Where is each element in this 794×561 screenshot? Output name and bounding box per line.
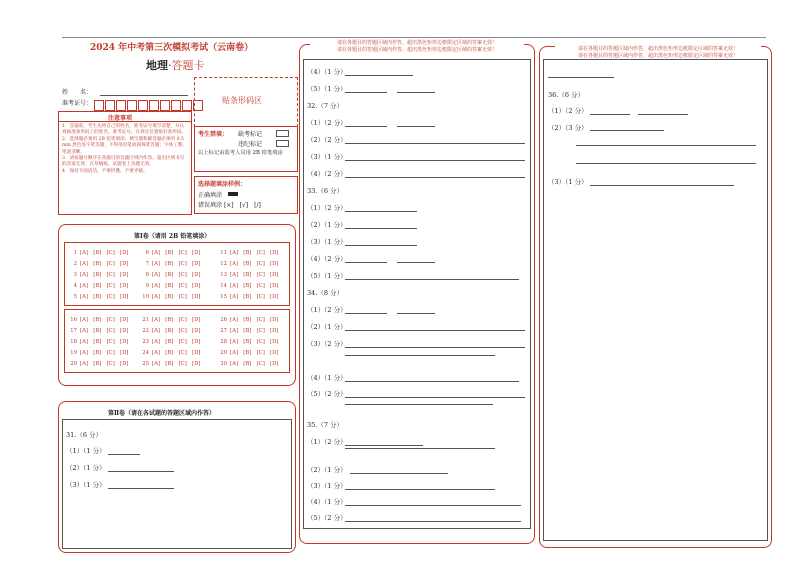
q31-part1-label: （1）（1 分） bbox=[66, 447, 106, 455]
mc-question-number: 13 bbox=[220, 272, 227, 278]
notes-title: 注意事项 bbox=[108, 115, 133, 122]
mc-question-row[interactable] bbox=[218, 248, 278, 256]
answer-line[interactable] bbox=[397, 92, 435, 93]
mc-question-number: 18 bbox=[70, 339, 77, 345]
answer-line[interactable] bbox=[397, 313, 435, 314]
mc-options[interactable]: [A] [B] [C] [D] bbox=[152, 283, 201, 289]
mc-question-row[interactable] bbox=[68, 315, 128, 323]
mc-question-number: 17 bbox=[70, 328, 77, 334]
mc-question-row[interactable] bbox=[218, 281, 278, 289]
q31-part1-line[interactable] bbox=[108, 454, 140, 455]
note-item: 2．选择题必须用 2B 铅笔填涂；填空题和解答题必须用 0.5 mm 黑色签字笔答题，不得用铅笔或圆珠笔答题；字体工整、笔迹清晰。 bbox=[62, 136, 188, 155]
q35-part-label: （5）（2 分） bbox=[307, 514, 347, 522]
mc-question-row[interactable] bbox=[68, 259, 128, 267]
q36-part2-line3[interactable] bbox=[576, 163, 756, 164]
q35-part-label: （2）（1 分） bbox=[307, 466, 347, 474]
mc-question-number: 2 bbox=[73, 261, 77, 267]
answer-line[interactable] bbox=[345, 211, 417, 212]
mc-question-number: 28 bbox=[220, 339, 227, 345]
answer-line[interactable] bbox=[345, 245, 417, 246]
mc-question-number: 10 bbox=[142, 294, 149, 300]
subject-dot: · bbox=[168, 59, 172, 72]
mc-question-number: 8 bbox=[145, 272, 149, 278]
part1-title: 第Ⅰ卷（请用 2B 铅笔填涂） bbox=[134, 233, 211, 240]
q32-part-label: （1）（2 分） bbox=[307, 119, 347, 127]
mc-question-number: 7 bbox=[145, 261, 149, 267]
q31-part3-line[interactable] bbox=[108, 488, 174, 489]
mc-question-row[interactable] bbox=[218, 292, 278, 300]
id-label: 准考证号： bbox=[62, 100, 93, 107]
mc-question-number: 4 bbox=[73, 283, 77, 289]
q33-part-label: （2）（1 分） bbox=[307, 221, 347, 229]
mc-question-number: 5 bbox=[73, 294, 77, 300]
answer-line[interactable] bbox=[345, 397, 525, 398]
answer-line[interactable] bbox=[345, 505, 521, 506]
mc-question-number: 14 bbox=[220, 283, 227, 289]
mc-question-row[interactable] bbox=[140, 315, 200, 323]
mc-options[interactable]: [A] [B] [C] [D] bbox=[80, 261, 129, 267]
q31-part2-line[interactable] bbox=[108, 471, 174, 472]
mc-question-row[interactable] bbox=[68, 337, 128, 345]
q35-part-label: （3）（1 分） bbox=[307, 482, 347, 490]
q32-title: 32.（7 分） bbox=[307, 102, 344, 110]
warning-line: 请在各题目的答题区域内作答，超出黑色矩形边框限定区域的答案无效！ bbox=[336, 40, 497, 46]
mc-question-number: 30 bbox=[220, 361, 227, 367]
mc-options[interactable]: [A] [B] [C] [D] bbox=[152, 328, 201, 334]
mc-options[interactable]: [A] [B] [C] [D] bbox=[230, 317, 279, 323]
answer-line[interactable] bbox=[345, 143, 525, 144]
mc-question-row[interactable] bbox=[68, 359, 128, 367]
mc-options[interactable]: [A] [B] [C] [D] bbox=[80, 283, 129, 289]
mc-options[interactable]: [A] [B] [C] [D] bbox=[152, 250, 201, 256]
mc-question-row[interactable] bbox=[140, 248, 200, 256]
mc-question-row[interactable] bbox=[140, 359, 200, 367]
mc-question-row[interactable] bbox=[140, 281, 200, 289]
mc-question-row[interactable] bbox=[68, 348, 128, 356]
mc-options[interactable]: [A] [B] [C] [D] bbox=[230, 350, 279, 356]
mc-options[interactable]: [A] [B] [C] [D] bbox=[152, 339, 201, 345]
q34-part-label: （2）（1 分） bbox=[307, 323, 347, 331]
answer-line[interactable] bbox=[345, 262, 387, 263]
answer-line[interactable] bbox=[350, 473, 448, 474]
mc-question-number: 24 bbox=[142, 350, 149, 356]
answer-line[interactable] bbox=[345, 489, 495, 490]
mc-options[interactable]: [A] [B] [C] [D] bbox=[152, 294, 201, 300]
mc-question-row[interactable] bbox=[218, 270, 278, 278]
wrong-fill-marks: [×] [√] [/] bbox=[223, 202, 261, 209]
q31-part5-label: （5）（1 分） bbox=[307, 85, 347, 93]
mc-question-number: 21 bbox=[142, 317, 149, 323]
mc-question-row[interactable] bbox=[140, 292, 200, 300]
q34-part-label: （1）（2 分） bbox=[307, 306, 347, 314]
answer-line[interactable] bbox=[345, 404, 493, 405]
q36-part2-line[interactable] bbox=[590, 130, 664, 131]
answer-line[interactable] bbox=[345, 313, 387, 314]
answer-line[interactable] bbox=[397, 262, 435, 263]
mc-question-number: 6 bbox=[145, 250, 149, 256]
mc-question-row[interactable] bbox=[140, 326, 200, 334]
wrong-fill-label bbox=[198, 200, 261, 209]
mc-question-row[interactable] bbox=[68, 270, 128, 278]
mc-question-row[interactable] bbox=[218, 337, 278, 345]
note-item: 1．答题前，考生先将自己的姓名，准考证号填写清楚，并认真核准条形码上的姓名、准考证号，在规定位置贴好条形码。 bbox=[62, 124, 187, 136]
mc-options[interactable]: [A] [B] [C] [D] bbox=[230, 361, 279, 367]
col2-warning bbox=[310, 40, 524, 54]
mc-question-number: 26 bbox=[220, 317, 227, 323]
col3-warning bbox=[555, 46, 761, 60]
mc-question-row[interactable] bbox=[140, 259, 200, 267]
q36-part3-label: （3）（1 分） bbox=[548, 178, 588, 186]
q31-part3-label: （3）（1 分） bbox=[66, 481, 106, 489]
q35-part-label: （4）（1 分） bbox=[307, 498, 347, 506]
mc-options[interactable]: [A] [B] [C] [D] bbox=[230, 294, 279, 300]
mc-options[interactable]: [A] [B] [C] [D] bbox=[152, 350, 201, 356]
q34-title: 34.（8 分） bbox=[307, 289, 344, 297]
mc-question-number: 9 bbox=[145, 283, 149, 289]
warning-line: 请在各题目的答题区域内作答，超出黑色矩形边框限定区域的答案无效！ bbox=[577, 46, 738, 52]
mc-question-number: 20 bbox=[70, 361, 77, 367]
q31-title: 31.（6 分） bbox=[66, 431, 103, 439]
mc-question-row[interactable] bbox=[218, 326, 278, 334]
answer-line[interactable] bbox=[345, 75, 413, 76]
mc-question-number: 3 bbox=[73, 272, 77, 278]
notes-list bbox=[62, 124, 188, 175]
q33-title: 33.（6 分） bbox=[307, 187, 344, 195]
q35-part-label: （1）（2 分） bbox=[307, 438, 347, 446]
mc-options[interactable]: [A] [B] [C] [D] bbox=[152, 261, 201, 267]
correct-fill-sample bbox=[228, 192, 238, 196]
q32-part-label: （3）（1 分） bbox=[307, 153, 347, 161]
mc-question-number: 27 bbox=[220, 328, 227, 334]
exam-status-note: 以上标记由监考人员用 2B 铅笔填涂 bbox=[198, 150, 283, 156]
q33-part-label: （4）（2 分） bbox=[307, 255, 347, 263]
mc-question-number: 23 bbox=[142, 339, 149, 345]
q33-part-label: （5）（1 分） bbox=[307, 272, 347, 280]
answer-line[interactable] bbox=[345, 445, 423, 446]
q33-part-label: （3）（1 分） bbox=[307, 238, 347, 246]
answer-line[interactable] bbox=[345, 381, 519, 382]
q31-part4-label: （4）（1 分） bbox=[307, 68, 347, 76]
answer-line[interactable] bbox=[345, 347, 525, 348]
mc-options[interactable]: [A] [B] [C] [D] bbox=[80, 339, 129, 345]
mc-question-number: 15 bbox=[220, 294, 227, 300]
card-title: 答题卡 bbox=[171, 59, 205, 72]
mc-question-row[interactable] bbox=[218, 348, 278, 356]
mc-options[interactable]: [A] [B] [C] [D] bbox=[152, 361, 201, 367]
q34-part-label: （3）（2 分） bbox=[307, 340, 347, 348]
mc-options[interactable]: [A] [B] [C] [D] bbox=[80, 250, 129, 256]
mc-question-row[interactable] bbox=[68, 326, 128, 334]
note-item: 3．请按题号顺序在各题目的答题区域内作答，超出区域书写的答案无效；在草稿纸、试题卷上答题无效。 bbox=[62, 156, 185, 168]
subject-name: 地理 bbox=[146, 59, 168, 72]
mc-question-row[interactable] bbox=[140, 348, 200, 356]
mc-options[interactable]: [A] [B] [C] [D] bbox=[230, 339, 279, 345]
mc-options[interactable]: [A] [B] [C] [D] bbox=[80, 350, 129, 356]
mc-question-row[interactable] bbox=[140, 337, 200, 345]
answer-line[interactable] bbox=[345, 228, 417, 229]
correct-fill-label: 正确填涂 bbox=[198, 192, 223, 199]
answer-line[interactable] bbox=[345, 330, 525, 331]
mc-question-row[interactable] bbox=[68, 248, 128, 256]
exam-title: 2024 年中考第三次模拟考试（云南卷） bbox=[90, 43, 254, 53]
name-label: 姓 名： bbox=[62, 89, 93, 96]
mc-options[interactable]: [A] [B] [C] [D] bbox=[230, 328, 279, 334]
mc-question-row[interactable] bbox=[140, 270, 200, 278]
q36-part2-label: （2）（3 分） bbox=[548, 124, 588, 132]
answer-line[interactable] bbox=[345, 92, 387, 93]
note-item: 4．保持卡面清洁，不要折叠、不要弄破。 bbox=[62, 168, 148, 174]
exam-status-label: 考生禁填： bbox=[198, 131, 229, 138]
absent-mark-box[interactable] bbox=[276, 130, 289, 137]
mc-question-number: 16 bbox=[70, 317, 77, 323]
q36-part1-label: （1）（2 分） bbox=[548, 107, 588, 115]
mc-question-row[interactable] bbox=[218, 315, 278, 323]
mc-question-number: 11 bbox=[220, 250, 227, 256]
mc-options[interactable]: [A] [B] [C] [D] bbox=[230, 272, 279, 278]
mc-question-row[interactable] bbox=[218, 359, 278, 367]
warning-line: 请在各题目的答题区域内作答，超出黑色矩形边框限定区域的答案无效！ bbox=[336, 47, 497, 53]
q36-part2-line2[interactable] bbox=[576, 145, 756, 146]
answer-line[interactable] bbox=[345, 355, 495, 356]
answer-line[interactable] bbox=[345, 177, 525, 178]
mc-options[interactable]: [A] [B] [C] [D] bbox=[80, 317, 129, 323]
subject-line bbox=[146, 57, 205, 73]
answer-line[interactable] bbox=[345, 160, 525, 161]
mc-question-number: 22 bbox=[142, 328, 149, 334]
part2-title: 第Ⅱ卷（请在各试题的答题区域内作答） bbox=[108, 410, 216, 417]
mc-options[interactable]: [A] [B] [C] [D] bbox=[80, 328, 129, 334]
absent-label: 缺考标记 bbox=[238, 131, 263, 138]
q32-part-label: （2）（2 分） bbox=[307, 136, 347, 144]
answer-line[interactable] bbox=[397, 126, 435, 127]
answer-line[interactable] bbox=[345, 279, 519, 280]
q36-part1-line[interactable] bbox=[590, 114, 630, 115]
mc-question-row[interactable] bbox=[218, 259, 278, 267]
mc-options[interactable]: [A] [B] [C] [D] bbox=[80, 361, 129, 367]
fill-example-title: 选择题填涂样例： bbox=[198, 181, 247, 188]
q34-part-label: （4）（1 分） bbox=[307, 374, 347, 382]
answer-line[interactable] bbox=[345, 126, 387, 127]
warning-line: 请在各题目的答题区域内作答，超出黑色矩形边框限定区域的答案无效！ bbox=[577, 53, 738, 59]
mc-options[interactable]: [A] [B] [C] [D] bbox=[230, 250, 279, 256]
q33-part-label: （1）（2 分） bbox=[307, 204, 347, 212]
mc-question-number: 29 bbox=[220, 350, 227, 356]
q32-part-label: （4）（2 分） bbox=[307, 170, 347, 178]
wrong-fill-text: 错误填涂 bbox=[198, 202, 223, 209]
mc-options[interactable]: [A] [B] [C] [D] bbox=[152, 317, 201, 323]
mc-question-number: 25 bbox=[142, 361, 149, 367]
q36-part1-line2[interactable] bbox=[638, 114, 688, 115]
mc-question-number: 12 bbox=[220, 261, 227, 267]
mc-options[interactable]: [A] [B] [C] [D] bbox=[152, 272, 201, 278]
col3-top-line[interactable] bbox=[548, 77, 614, 78]
violation-label: 违纪标记 bbox=[238, 141, 263, 148]
mc-question-number: 19 bbox=[70, 350, 77, 356]
mc-options[interactable]: [A] [B] [C] [D] bbox=[230, 283, 279, 289]
mc-options[interactable]: [A] [B] [C] [D] bbox=[80, 294, 129, 300]
answer-line[interactable] bbox=[345, 521, 521, 522]
q34-part-label: （5）（2 分） bbox=[307, 390, 347, 398]
q35-title: 35.（7 分） bbox=[307, 421, 344, 429]
mc-question-row[interactable] bbox=[68, 292, 128, 300]
answer-line[interactable] bbox=[345, 448, 495, 449]
top-rule bbox=[62, 37, 766, 38]
mc-question-row[interactable] bbox=[68, 281, 128, 289]
mc-options[interactable]: [A] [B] [C] [D] bbox=[230, 261, 279, 267]
mc-question-number: 1 bbox=[73, 250, 77, 256]
q36-part3-line[interactable] bbox=[590, 185, 734, 186]
q31-part2-label: （2）（1 分） bbox=[66, 464, 106, 472]
q36-title: 36.（6 分） bbox=[548, 91, 585, 99]
violation-mark-box[interactable] bbox=[276, 140, 289, 147]
barcode-label: 贴条形码区 bbox=[222, 96, 262, 105]
mc-options[interactable]: [A] [B] [C] [D] bbox=[80, 272, 129, 278]
